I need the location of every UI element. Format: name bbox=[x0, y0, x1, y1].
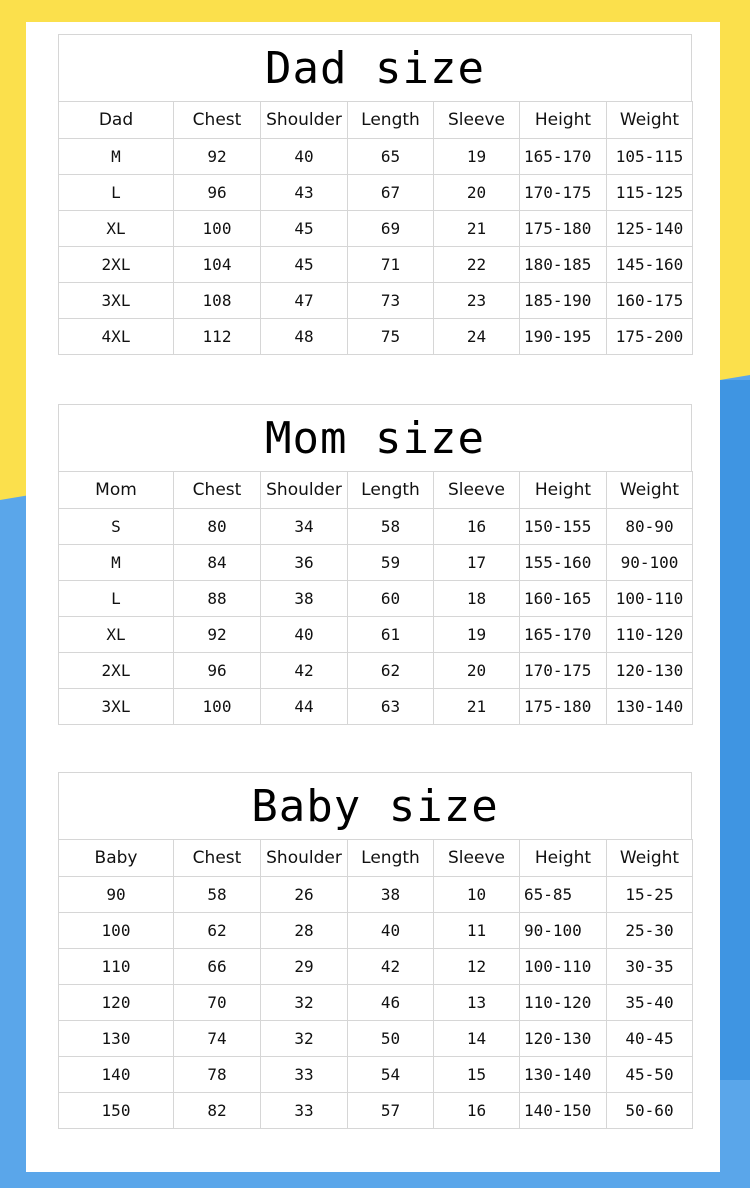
table-cell: 18 bbox=[434, 581, 520, 617]
table-cell: 21 bbox=[434, 689, 520, 725]
table-cell: 92 bbox=[174, 617, 261, 653]
table-cell: 20 bbox=[434, 653, 520, 689]
table-cell: 175-180 bbox=[520, 211, 607, 247]
table-cell: 108 bbox=[174, 283, 261, 319]
baby-size-table bbox=[58, 839, 693, 1129]
table-row bbox=[59, 247, 693, 283]
column-header: Height bbox=[520, 102, 607, 139]
column-header: Dad bbox=[59, 102, 174, 139]
column-header: Length bbox=[348, 102, 434, 139]
table-cell: 60 bbox=[348, 581, 434, 617]
table-cell: 23 bbox=[434, 283, 520, 319]
size-label-cell: XL bbox=[59, 211, 174, 247]
baby-size-section bbox=[58, 772, 692, 1129]
table-cell: 33 bbox=[261, 1093, 348, 1129]
table-row bbox=[59, 319, 693, 355]
table-cell: 40 bbox=[348, 913, 434, 949]
column-header: Weight bbox=[607, 472, 693, 509]
table-cell: 84 bbox=[174, 545, 261, 581]
mom-size-title: Mom size bbox=[58, 404, 692, 471]
table-row bbox=[59, 617, 693, 653]
size-label-cell: 100 bbox=[59, 913, 174, 949]
table-cell: 15 bbox=[434, 1057, 520, 1093]
table-cell: 65-85 bbox=[520, 877, 607, 913]
table-cell: 170-175 bbox=[520, 653, 607, 689]
table-cell: 105-115 bbox=[607, 139, 693, 175]
table-cell: 36 bbox=[261, 545, 348, 581]
table-cell: 19 bbox=[434, 139, 520, 175]
column-header: Chest bbox=[174, 472, 261, 509]
baby-size-title: Baby size bbox=[58, 772, 692, 839]
table-cell: 70 bbox=[174, 985, 261, 1021]
column-header: Sleeve bbox=[434, 840, 520, 877]
table-cell: 96 bbox=[174, 175, 261, 211]
table-cell: 100-110 bbox=[607, 581, 693, 617]
table-row bbox=[59, 175, 693, 211]
table-cell: 45-50 bbox=[607, 1057, 693, 1093]
table-cell: 21 bbox=[434, 211, 520, 247]
table-cell: 19 bbox=[434, 617, 520, 653]
table-cell: 80-90 bbox=[607, 509, 693, 545]
size-label-cell: 130 bbox=[59, 1021, 174, 1057]
table-row bbox=[59, 913, 693, 949]
table-row bbox=[59, 139, 693, 175]
size-label-cell: M bbox=[59, 545, 174, 581]
table-row bbox=[59, 545, 693, 581]
table-cell: 34 bbox=[261, 509, 348, 545]
table-cell: 45 bbox=[261, 247, 348, 283]
table-cell: 43 bbox=[261, 175, 348, 211]
table-cell: 92 bbox=[174, 139, 261, 175]
column-header: Height bbox=[520, 472, 607, 509]
dad-size-section bbox=[58, 34, 692, 355]
dad-size-table bbox=[58, 101, 693, 355]
dad-header-row bbox=[59, 102, 693, 139]
table-cell: 165-170 bbox=[520, 139, 607, 175]
table-cell: 29 bbox=[261, 949, 348, 985]
column-header: Height bbox=[520, 840, 607, 877]
column-header: Weight bbox=[607, 840, 693, 877]
table-cell: 38 bbox=[348, 877, 434, 913]
table-cell: 130-140 bbox=[607, 689, 693, 725]
table-cell: 160-175 bbox=[607, 283, 693, 319]
table-row bbox=[59, 1021, 693, 1057]
size-label-cell: 90 bbox=[59, 877, 174, 913]
size-label-cell: S bbox=[59, 509, 174, 545]
table-row bbox=[59, 653, 693, 689]
table-cell: 170-175 bbox=[520, 175, 607, 211]
column-header: Weight bbox=[607, 102, 693, 139]
table-cell: 10 bbox=[434, 877, 520, 913]
table-cell: 100 bbox=[174, 211, 261, 247]
table-cell: 115-125 bbox=[607, 175, 693, 211]
table-cell: 125-140 bbox=[607, 211, 693, 247]
table-cell: 140-150 bbox=[520, 1093, 607, 1129]
mom-size-table bbox=[58, 471, 693, 725]
column-header: Length bbox=[348, 472, 434, 509]
size-label-cell: 3XL bbox=[59, 283, 174, 319]
table-row bbox=[59, 283, 693, 319]
table-cell: 40 bbox=[261, 139, 348, 175]
table-cell: 96 bbox=[174, 653, 261, 689]
mom-header-row bbox=[59, 472, 693, 509]
table-cell: 16 bbox=[434, 1093, 520, 1129]
table-cell: 190-195 bbox=[520, 319, 607, 355]
table-cell: 44 bbox=[261, 689, 348, 725]
table-cell: 90-100 bbox=[607, 545, 693, 581]
table-cell: 100-110 bbox=[520, 949, 607, 985]
table-cell: 59 bbox=[348, 545, 434, 581]
size-label-cell: 110 bbox=[59, 949, 174, 985]
table-cell: 25-30 bbox=[607, 913, 693, 949]
table-cell: 110-120 bbox=[520, 985, 607, 1021]
table-cell: 58 bbox=[348, 509, 434, 545]
table-cell: 120-130 bbox=[520, 1021, 607, 1057]
table-cell: 32 bbox=[261, 1021, 348, 1057]
table-cell: 26 bbox=[261, 877, 348, 913]
mom-size-section bbox=[58, 404, 692, 725]
table-row bbox=[59, 949, 693, 985]
size-label-cell: 3XL bbox=[59, 689, 174, 725]
table-cell: 40 bbox=[261, 617, 348, 653]
table-cell: 69 bbox=[348, 211, 434, 247]
size-label-cell: L bbox=[59, 581, 174, 617]
table-cell: 45 bbox=[261, 211, 348, 247]
table-cell: 30-35 bbox=[607, 949, 693, 985]
table-cell: 65 bbox=[348, 139, 434, 175]
size-label-cell: XL bbox=[59, 617, 174, 653]
column-header: Baby bbox=[59, 840, 174, 877]
size-label-cell: M bbox=[59, 139, 174, 175]
table-cell: 110-120 bbox=[607, 617, 693, 653]
table-row bbox=[59, 689, 693, 725]
table-cell: 185-190 bbox=[520, 283, 607, 319]
size-label-cell: 2XL bbox=[59, 653, 174, 689]
column-header: Shoulder bbox=[261, 840, 348, 877]
table-cell: 155-160 bbox=[520, 545, 607, 581]
column-header: Shoulder bbox=[261, 472, 348, 509]
table-cell: 33 bbox=[261, 1057, 348, 1093]
table-cell: 42 bbox=[261, 653, 348, 689]
table-cell: 165-170 bbox=[520, 617, 607, 653]
size-label-cell: 4XL bbox=[59, 319, 174, 355]
table-cell: 61 bbox=[348, 617, 434, 653]
table-cell: 66 bbox=[174, 949, 261, 985]
table-cell: 73 bbox=[348, 283, 434, 319]
table-cell: 40-45 bbox=[607, 1021, 693, 1057]
size-label-cell: L bbox=[59, 175, 174, 211]
table-cell: 17 bbox=[434, 545, 520, 581]
table-cell: 74 bbox=[174, 1021, 261, 1057]
table-cell: 22 bbox=[434, 247, 520, 283]
table-cell: 130-140 bbox=[520, 1057, 607, 1093]
column-header: Mom bbox=[59, 472, 174, 509]
table-cell: 28 bbox=[261, 913, 348, 949]
table-cell: 54 bbox=[348, 1057, 434, 1093]
table-cell: 46 bbox=[348, 985, 434, 1021]
dad-size-title: Dad size bbox=[58, 34, 692, 101]
table-cell: 104 bbox=[174, 247, 261, 283]
table-cell: 38 bbox=[261, 581, 348, 617]
table-cell: 50 bbox=[348, 1021, 434, 1057]
table-cell: 20 bbox=[434, 175, 520, 211]
table-cell: 82 bbox=[174, 1093, 261, 1129]
table-cell: 35-40 bbox=[607, 985, 693, 1021]
size-label-cell: 150 bbox=[59, 1093, 174, 1129]
table-row bbox=[59, 211, 693, 247]
size-label-cell: 140 bbox=[59, 1057, 174, 1093]
baby-header-row bbox=[59, 840, 693, 877]
column-header: Length bbox=[348, 840, 434, 877]
table-cell: 48 bbox=[261, 319, 348, 355]
column-header: Sleeve bbox=[434, 102, 520, 139]
table-cell: 16 bbox=[434, 509, 520, 545]
table-cell: 11 bbox=[434, 913, 520, 949]
table-cell: 88 bbox=[174, 581, 261, 617]
table-cell: 50-60 bbox=[607, 1093, 693, 1129]
table-row bbox=[59, 985, 693, 1021]
table-cell: 80 bbox=[174, 509, 261, 545]
table-cell: 24 bbox=[434, 319, 520, 355]
table-row bbox=[59, 1057, 693, 1093]
table-cell: 112 bbox=[174, 319, 261, 355]
table-cell: 160-165 bbox=[520, 581, 607, 617]
size-label-cell: 120 bbox=[59, 985, 174, 1021]
table-row bbox=[59, 509, 693, 545]
table-cell: 180-185 bbox=[520, 247, 607, 283]
table-row bbox=[59, 1093, 693, 1129]
table-cell: 175-200 bbox=[607, 319, 693, 355]
table-cell: 15-25 bbox=[607, 877, 693, 913]
table-cell: 71 bbox=[348, 247, 434, 283]
column-header: Sleeve bbox=[434, 472, 520, 509]
table-row bbox=[59, 877, 693, 913]
table-cell: 12 bbox=[434, 949, 520, 985]
table-cell: 62 bbox=[348, 653, 434, 689]
table-cell: 150-155 bbox=[520, 509, 607, 545]
table-cell: 13 bbox=[434, 985, 520, 1021]
table-cell: 32 bbox=[261, 985, 348, 1021]
column-header: Shoulder bbox=[261, 102, 348, 139]
table-cell: 100 bbox=[174, 689, 261, 725]
table-row bbox=[59, 581, 693, 617]
table-cell: 57 bbox=[348, 1093, 434, 1129]
table-cell: 42 bbox=[348, 949, 434, 985]
table-cell: 47 bbox=[261, 283, 348, 319]
table-cell: 78 bbox=[174, 1057, 261, 1093]
table-cell: 120-130 bbox=[607, 653, 693, 689]
size-label-cell: 2XL bbox=[59, 247, 174, 283]
table-cell: 145-160 bbox=[607, 247, 693, 283]
table-cell: 58 bbox=[174, 877, 261, 913]
table-cell: 63 bbox=[348, 689, 434, 725]
table-cell: 90-100 bbox=[520, 913, 607, 949]
table-cell: 75 bbox=[348, 319, 434, 355]
table-cell: 14 bbox=[434, 1021, 520, 1057]
column-header: Chest bbox=[174, 102, 261, 139]
table-cell: 62 bbox=[174, 913, 261, 949]
table-cell: 67 bbox=[348, 175, 434, 211]
column-header: Chest bbox=[174, 840, 261, 877]
table-cell: 175-180 bbox=[520, 689, 607, 725]
